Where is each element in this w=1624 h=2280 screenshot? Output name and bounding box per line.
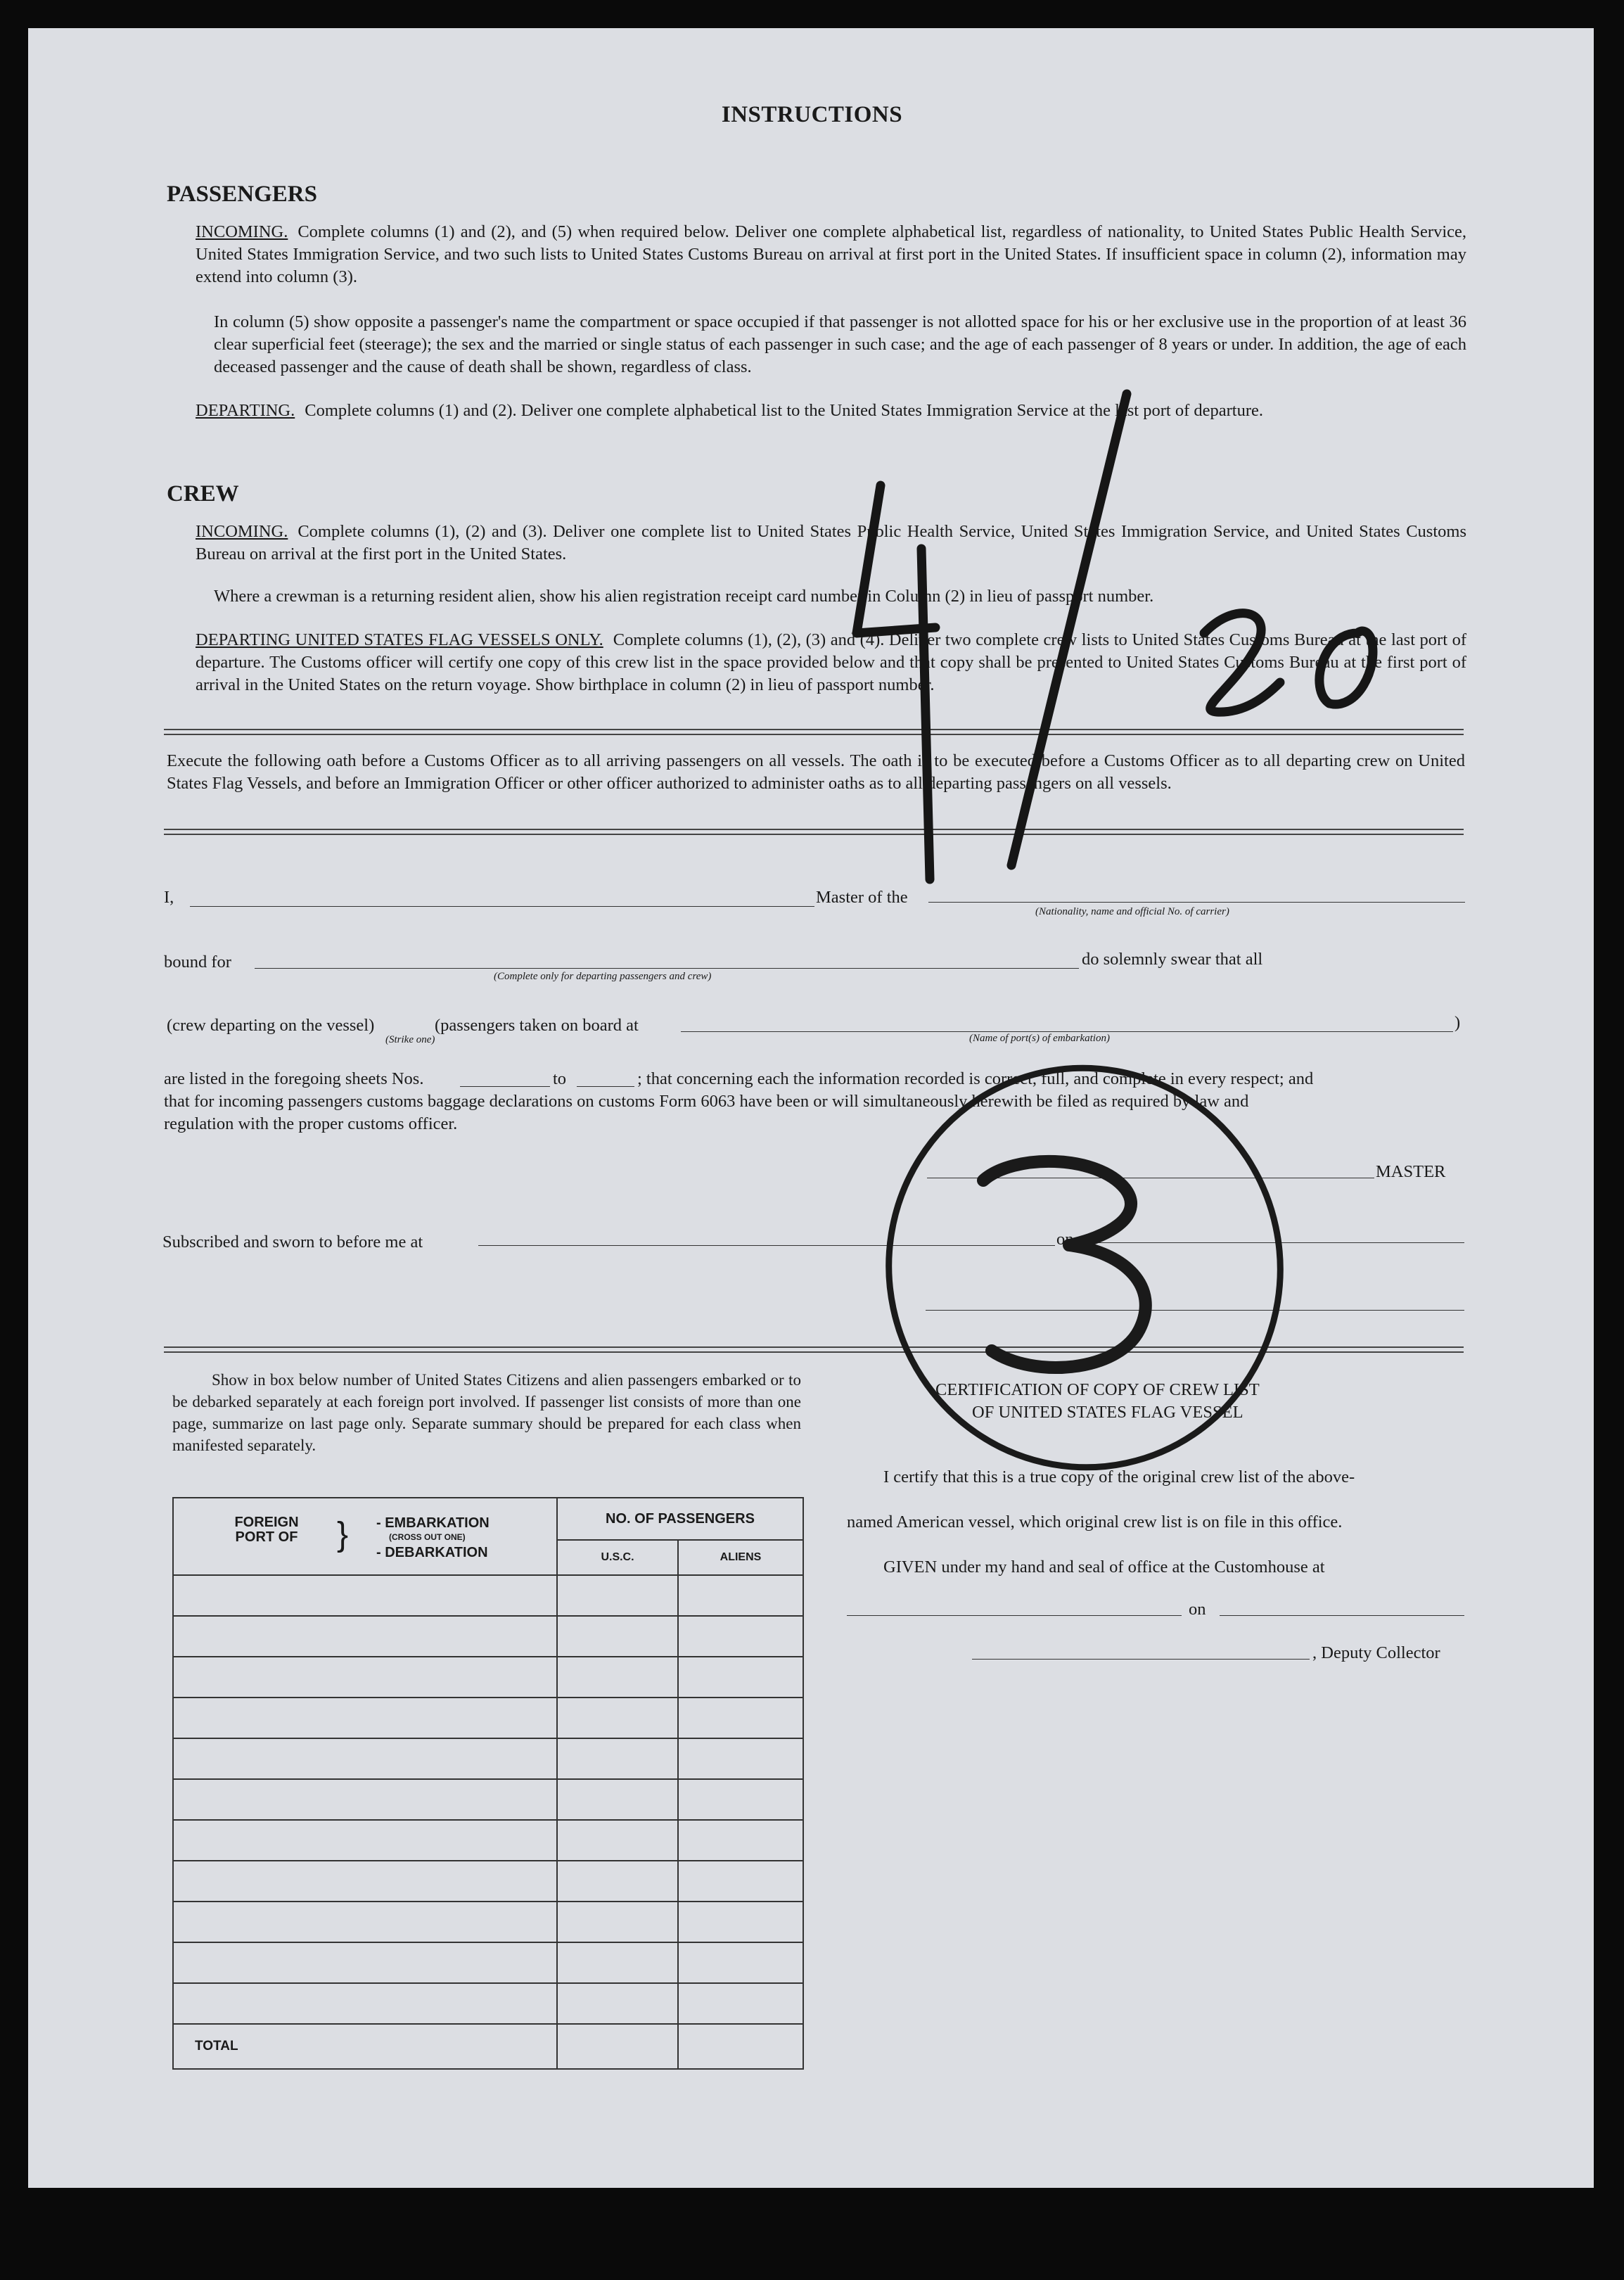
certification-on-label: on bbox=[1189, 1600, 1206, 1619]
certification-given: GIVEN under my hand and seal of office at the Customhouse at bbox=[883, 1558, 1325, 1577]
oath-i-label: I, bbox=[164, 888, 174, 907]
table-header-port bbox=[173, 1498, 557, 1575]
master-name-field[interactable] bbox=[190, 906, 814, 907]
certification-heading-1: CERTIFICATION OF COPY OF CREW LIST bbox=[935, 1380, 1260, 1399]
aliens-cell[interactable] bbox=[678, 1616, 803, 1657]
bound-for-label: bound for bbox=[164, 953, 231, 972]
aliens-cell[interactable] bbox=[678, 1983, 803, 2024]
sheet-to-field[interactable] bbox=[577, 1086, 634, 1087]
table-row bbox=[173, 1698, 803, 1738]
table-row bbox=[173, 1575, 803, 1616]
aliens-cell[interactable] bbox=[678, 1657, 803, 1698]
usc-cell[interactable] bbox=[557, 1942, 678, 1983]
crew-departing bbox=[196, 629, 1466, 696]
table-row bbox=[173, 1738, 803, 1779]
crew-departing-option: (crew departing on the vessel) bbox=[167, 1016, 375, 1035]
listed-sheets-label: are listed in the foregoing sheets Nos. bbox=[164, 1069, 424, 1088]
passengers-heading: PASSENGERS bbox=[167, 181, 317, 207]
close-paren: ) bbox=[1454, 1013, 1461, 1032]
port-cell[interactable] bbox=[173, 1779, 557, 1820]
aliens-cell[interactable] bbox=[678, 1942, 803, 1983]
usc-cell[interactable] bbox=[557, 1698, 678, 1738]
crew-heading: CREW bbox=[167, 481, 239, 507]
usc-cell[interactable] bbox=[557, 1738, 678, 1779]
table-row bbox=[173, 1616, 803, 1657]
customhouse-field[interactable] bbox=[847, 1615, 1182, 1616]
sworn-on-label: on bbox=[1056, 1230, 1074, 1249]
usc-cell[interactable] bbox=[557, 1820, 678, 1861]
crew-departing-label: DEPARTING UNITED STATES FLAG VESSELS ONLY. bbox=[196, 630, 603, 649]
bound-for-caption: (Complete only for departing passengers and crew) bbox=[494, 971, 712, 982]
sworn-place-field[interactable] bbox=[478, 1245, 1055, 1246]
certification-date-field[interactable] bbox=[1220, 1615, 1464, 1616]
table-row bbox=[173, 1902, 803, 1942]
embarkation-label: - EMBARKATION bbox=[376, 1515, 490, 1531]
aliens-cell[interactable] bbox=[678, 1698, 803, 1738]
table-row bbox=[173, 1820, 803, 1861]
certification-heading-2: OF UNITED STATES FLAG VESSEL bbox=[972, 1403, 1243, 1422]
port-cell[interactable] bbox=[173, 1820, 557, 1861]
carrier-field[interactable] bbox=[928, 902, 1465, 903]
passengers-column5: In column (5) show opposite a passenger's name the compartment or space occupied if that passenger is not allotted space for his or her exclusive use in the proportion of at least 36 clear superficial feet (steerage); the sex and the married or single status of each passenger in such case; and the age of each passenger of 8 years or under. In addition, the age of each deceased passenger and the cause of death shall be shown, regardless of class. bbox=[214, 312, 1466, 376]
officer-signature-field[interactable] bbox=[926, 1310, 1464, 1311]
port-cell[interactable] bbox=[173, 1942, 557, 1983]
cross-out-label: (CROSS OUT ONE) bbox=[389, 1532, 466, 1542]
passengers-departing-label: DEPARTING. bbox=[196, 401, 295, 420]
table-row bbox=[173, 1861, 803, 1902]
crew-incoming-label: INCOMING. bbox=[196, 522, 288, 541]
port-caption: (Name of port(s) of embarkation) bbox=[969, 1033, 1110, 1044]
swear-label: do solemnly swear that all bbox=[1082, 950, 1263, 969]
port-cell[interactable] bbox=[173, 1575, 557, 1616]
page-title: INSTRUCTIONS bbox=[721, 102, 903, 127]
certification-text-2: named American vessel, which original crew list is on file in this office. bbox=[847, 1512, 1343, 1531]
table-row bbox=[173, 1983, 803, 2024]
usc-cell[interactable] bbox=[557, 1575, 678, 1616]
port-cell[interactable] bbox=[173, 1902, 557, 1942]
divider bbox=[164, 729, 1464, 735]
aliens-cell[interactable] bbox=[678, 1738, 803, 1779]
usc-cell[interactable] bbox=[557, 1861, 678, 1902]
listed-text-3: regulation with the proper customs officer. bbox=[164, 1114, 458, 1133]
usc-cell[interactable] bbox=[557, 1657, 678, 1698]
passengers-incoming-label: INCOMING. bbox=[196, 222, 288, 241]
embarkation-port-field[interactable] bbox=[681, 1031, 1453, 1032]
sworn-date-field[interactable] bbox=[1079, 1242, 1464, 1243]
bound-for-field[interactable] bbox=[255, 968, 1079, 969]
port-cell[interactable] bbox=[173, 1738, 557, 1779]
master-label: MASTER bbox=[1376, 1162, 1446, 1181]
table-total-row bbox=[173, 2024, 803, 2069]
usc-header: U.S.C. bbox=[557, 1540, 678, 1575]
usc-cell[interactable] bbox=[557, 1616, 678, 1657]
aliens-header: ALIENS bbox=[678, 1540, 803, 1575]
passengers-departing bbox=[196, 400, 1466, 422]
port-cell[interactable] bbox=[173, 1983, 557, 2024]
crew-resident: Where a crewman is a returning resident alien, show his alien registration receipt card number in Column (2) in lieu of passport number. bbox=[214, 587, 1154, 606]
divider bbox=[164, 1346, 1464, 1353]
table-row bbox=[173, 1942, 803, 1983]
crew-incoming bbox=[196, 521, 1466, 566]
aliens-cell[interactable] bbox=[678, 1820, 803, 1861]
table-row bbox=[173, 1657, 803, 1698]
usc-cell[interactable] bbox=[557, 1983, 678, 2024]
passengers-taken-option: (passengers taken on board at bbox=[435, 1016, 639, 1035]
carrier-caption: (Nationality, name and official No. of carrier) bbox=[1035, 906, 1229, 917]
port-cell[interactable] bbox=[173, 1616, 557, 1657]
aliens-cell[interactable] bbox=[678, 1861, 803, 1902]
master-of-label: Master of the bbox=[816, 888, 908, 907]
aliens-cell[interactable] bbox=[678, 1575, 803, 1616]
aliens-cell[interactable] bbox=[678, 1902, 803, 1942]
usc-cell[interactable] bbox=[557, 1902, 678, 1942]
aliens-cell[interactable] bbox=[678, 1779, 803, 1820]
oath-intro: Execute the following oath before a Customs Officer as to all arriving passengers on all vessels. The oath is to be executed before a Customs Officer as to all departing crew on United States Flag Vessels, and before an Immigration Officer or other officer authorized to administer oaths as to all departing passengers on all vessels. bbox=[167, 751, 1465, 793]
subscribed-label: Subscribed and sworn to before me at bbox=[162, 1233, 423, 1252]
deputy-signature-field[interactable] bbox=[972, 1659, 1310, 1660]
passengers-incoming-text: Complete columns (1) and (2), and (5) when required below. Deliver one complete alphabetical list, regardless of nationality, to United States Public Health Service, United States Immigration Service, and two such lists to United States Customs Bureau on arrival at first port in the United States. If insufficient space in column (2), information may extend into column (3). bbox=[196, 222, 1466, 286]
strike-one-caption: (Strike one) bbox=[385, 1034, 435, 1045]
certification-text-1: I certify that this is a true copy of the original crew list of the above- bbox=[883, 1467, 1355, 1486]
deputy-collector-label: , Deputy Collector bbox=[1312, 1643, 1440, 1662]
aliens-total-cell[interactable] bbox=[678, 2024, 803, 2069]
port-cell[interactable] bbox=[173, 1657, 557, 1698]
passengers-departing-text: Complete columns (1) and (2). Deliver one complete alphabetical list to the United States Immigration Service at the last port of departure. bbox=[305, 401, 1263, 420]
sheet-from-field[interactable] bbox=[460, 1086, 550, 1087]
foreign-port-label: FOREIGN PORT OF bbox=[234, 1515, 299, 1545]
no-passengers-header: NO. OF PASSENGERS bbox=[557, 1498, 803, 1540]
usc-total-cell[interactable] bbox=[557, 2024, 678, 2069]
listed-text-2: that for incoming passengers customs baggage declarations on customs Form 6063 have been or will simultaneously herewith be filed as required by law and bbox=[164, 1092, 1249, 1111]
crew-departing-text: Complete columns (1), (2), (3) and (4). Deliver two complete crew lists to United States Customs Bureau at the last port of departure. The Customs officer will certify one copy of this crew list in the space provided below and that copy shall be presented to United States Customs Bureau at the first port of arrival in the United States on the return voyage. Show birthplace in column (2) in lieu of passport number. bbox=[196, 630, 1466, 694]
usc-cell[interactable] bbox=[557, 1779, 678, 1820]
passengers-incoming bbox=[196, 221, 1466, 288]
listed-to-label: to bbox=[553, 1069, 567, 1088]
debarkation-label: - DEBARKATION bbox=[376, 1545, 488, 1560]
port-cell[interactable] bbox=[173, 1861, 557, 1902]
crew-incoming-text: Complete columns (1), (2) and (3). Deliver one complete list to United States Public Health Service, United States Immigration Service, and United States Customs Bureau on arrival at the first port in the United States. bbox=[196, 522, 1466, 563]
brace-icon: } bbox=[337, 1516, 349, 1553]
table-row bbox=[173, 1779, 803, 1820]
total-label: TOTAL bbox=[173, 2024, 557, 2069]
divider bbox=[164, 829, 1464, 835]
listed-text-1: ; that concerning each the information recorded is correct, full, and complete in every respect; and bbox=[637, 1069, 1314, 1088]
port-cell[interactable] bbox=[173, 1698, 557, 1738]
summary-note: Show in box below number of United States Citizens and alien passengers embarked or to be debarked separately at each foreign port involved. If passenger list consists of more than one page, summarize on last page only. Separate summary should be prepared for each class when manifested separately. bbox=[172, 1371, 801, 1454]
passenger-summary-table bbox=[172, 1497, 804, 2070]
